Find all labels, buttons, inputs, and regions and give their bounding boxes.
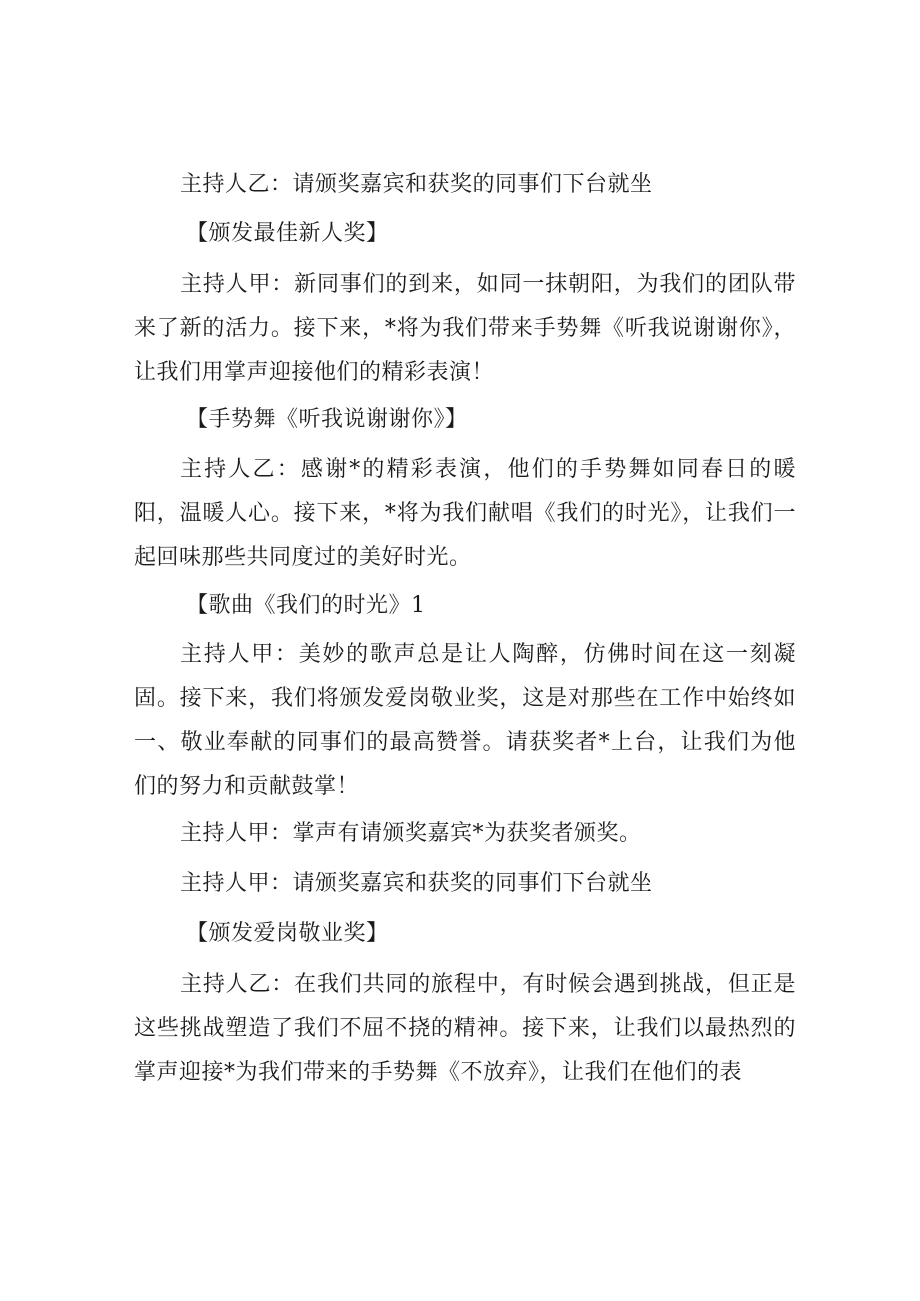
- host-b-line-1: 主持人乙：请颁奖嘉宾和获奖的同事们下台就坐: [180, 172, 653, 197]
- section-heading-best-newcomer: 【颁发最佳新人奖】: [186, 221, 389, 246]
- host-b-line-2: 主持人乙：感谢*的精彩表演，他们的手势舞如同春日的暖阳，温暖人心。接下来，*将为我们献唱《我们的时光》，让我们一起回味那些共同度过的美好时光。: [134, 457, 796, 570]
- section-heading-song: 【歌曲《我们的时光》1: [186, 593, 426, 618]
- host-a-line-4: 主持人甲：请颁奖嘉宾和获奖的同事们下台就坐: [180, 871, 653, 896]
- section-heading-dedication-award: 【颁发爱岗敬业奖】: [186, 921, 389, 946]
- host-a-line-3: 主持人甲：掌声有请颁奖嘉宾*为获奖者颁奖。: [180, 821, 642, 846]
- section-heading-hand-dance: 【手势舞《听我说谢谢你》】: [186, 407, 468, 432]
- host-b-line-3: 主持人乙：在我们共同的旅程中，有时候会遇到挑战，但正是这些挑战塑造了我们不屈不挠的精神。接下来，让我们以最热烈的掌声迎接*为我们带来的手势舞《不放弃》，让我们在他们的表: [134, 972, 796, 1085]
- host-a-line-2: 主持人甲：美妙的歌声总是让人陶醉，仿佛时间在这一刻凝固。接下来，我们将颁发爱岗敬业奖，这是对那些在工作中始终如一、敬业奉献的同事们的最高赞誉。请获奖者*上台，让我们为他们的努力和贡献鼓掌！: [134, 642, 796, 799]
- host-a-line-1: 主持人甲：新同事们的到来，如同一抹朝阳，为我们的团队带来了新的活力。接下来，*将为我们带来手势舞《听我说谢谢你》，让我们用掌声迎接他们的精彩表演！: [134, 272, 796, 385]
